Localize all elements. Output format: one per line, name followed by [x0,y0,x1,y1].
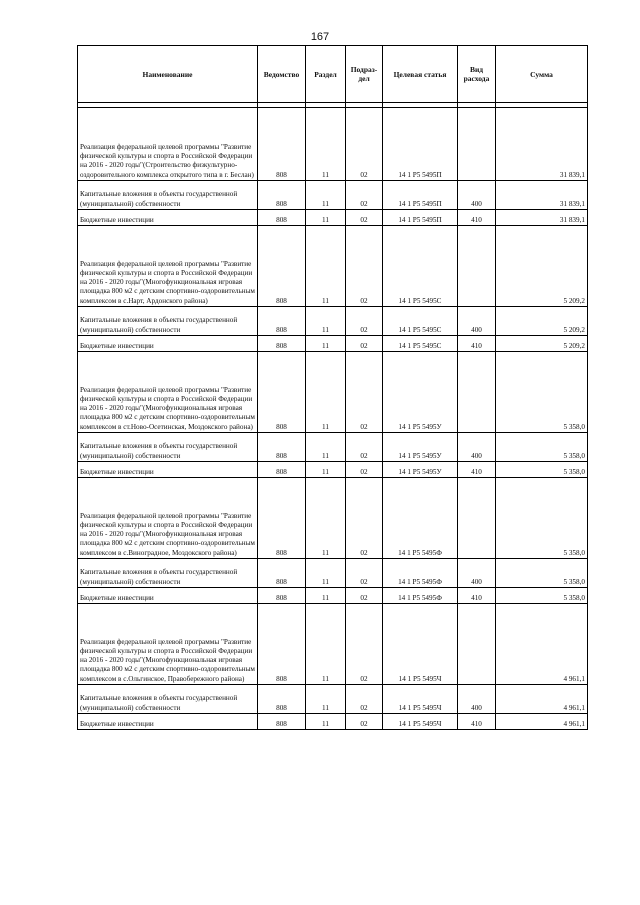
cell-sum: 5 209,2 [496,307,588,336]
table-row [78,226,588,307]
table-row [78,210,588,226]
cell-expense-type: 410 [458,336,496,352]
table-row [78,181,588,210]
header-subsection: Подраз- дел [346,46,383,103]
cell-subsection: 02 [346,714,383,730]
header-expense-type: Вид расхода [458,46,496,103]
cell-subsection: 02 [346,352,383,433]
cell-sum: 5 358,0 [496,559,588,588]
cell-target: 14 1 P5 5495Ф [383,478,458,559]
cell-name: Бюджетные инвестиции [78,210,258,226]
cell-subsection: 02 [346,210,383,226]
cell-subsection: 02 [346,336,383,352]
table-body [78,103,588,730]
cell-sum: 5 358,0 [496,478,588,559]
cell-section: 11 [306,181,346,210]
cell-subsection: 02 [346,108,383,181]
cell-section: 11 [306,433,346,462]
cell-target: 14 1 P5 5495Ч [383,604,458,685]
cell-target: 14 1 P5 5495П [383,210,458,226]
cell-section: 11 [306,559,346,588]
cell-section: 11 [306,307,346,336]
table-row [78,714,588,730]
cell-sum: 5 358,0 [496,433,588,462]
cell-expense-type: 400 [458,307,496,336]
cell-target: 14 1 P5 5495Ф [383,559,458,588]
cell-target: 14 1 P5 5495Ч [383,685,458,714]
cell-section: 11 [306,685,346,714]
cell-sum: 5 358,0 [496,588,588,604]
cell-sum: 31 839,1 [496,108,588,181]
cell-target: 14 1 P5 5495П [383,108,458,181]
cell-target: 14 1 P5 5495Ф [383,588,458,604]
cell-subsection: 02 [346,226,383,307]
table-row [78,433,588,462]
cell-section: 11 [306,714,346,730]
cell-dept: 808 [258,108,306,181]
cell-sum: 4 961,1 [496,714,588,730]
table-row [78,352,588,433]
cell-name: Капитальные вложения в объекты государственной (муниципальной) собственности [78,685,258,714]
header-target: Целевая статья [383,46,458,103]
cell-name: Реализация федеральной целевой программы "Развитие физической культуры и спорта в Российской Федерации на 2016 - 2020 годы"(Строительство физкультурно-оздоровительного комплекса открытого типа в г. Беслан) [78,108,258,181]
cell-expense-type: 410 [458,462,496,478]
cell-subsection: 02 [346,604,383,685]
cell-name: Реализация федеральной целевой программы "Развитие физической культуры и спорта в Российской Федерации на 2016 - 2020 годы"(Многофункциональная игровая площадка 800 м2 с детским спортивно-оздоровительным комплексом в ст.Ново-Осетинская, Моздокского района) [78,352,258,433]
cell-name: Бюджетные инвестиции [78,588,258,604]
cell-name: Реализация федеральной целевой программы "Развитие физической культуры и спорта в Российской Федерации на 2016 - 2020 годы"(Многофункциональная игровая площадка 800 м2 с детским спортивно-оздоровительным комплексом в с.Виноградное, Моздокского района) [78,478,258,559]
cell-sum: 5 358,0 [496,462,588,478]
cell-dept: 808 [258,588,306,604]
cell-dept: 808 [258,307,306,336]
cell-sum: 4 961,1 [496,604,588,685]
cell-subsection: 02 [346,433,383,462]
cell-expense-type: 400 [458,559,496,588]
cell-target: 14 1 P5 5495С [383,307,458,336]
table-header-row [78,46,588,103]
cell-expense-type: 410 [458,714,496,730]
cell-name: Реализация федеральной целевой программы "Развитие физической культуры и спорта в Российской Федерации на 2016 - 2020 годы"(Многофункциональная игровая площадка 800 м2 с детским спортивно-оздоровительным комплексом в с.Нарт, Ардонского района) [78,226,258,307]
cell-expense-type [458,604,496,685]
cell-expense-type [458,226,496,307]
cell-name: Капитальные вложения в объекты государственной (муниципальной) собственности [78,307,258,336]
cell-dept: 808 [258,604,306,685]
cell-sum: 5 358,0 [496,352,588,433]
cell-dept: 808 [258,714,306,730]
cell-section: 11 [306,226,346,307]
table-row [78,685,588,714]
cell-dept: 808 [258,685,306,714]
cell-expense-type [458,478,496,559]
cell-section: 11 [306,604,346,685]
table-row [78,604,588,685]
cell-subsection: 02 [346,478,383,559]
cell-subsection: 02 [346,181,383,210]
cell-section: 11 [306,588,346,604]
cell-sum: 4 961,1 [496,685,588,714]
cell-expense-type: 410 [458,210,496,226]
cell-section: 11 [306,336,346,352]
cell-dept: 808 [258,478,306,559]
cell-sum: 31 839,1 [496,210,588,226]
cell-sum: 5 209,2 [496,226,588,307]
cell-subsection: 02 [346,559,383,588]
cell-target: 14 1 P5 5495Ч [383,714,458,730]
cell-subsection: 02 [346,588,383,604]
cell-target: 14 1 P5 5495С [383,226,458,307]
cell-expense-type [458,352,496,433]
cell-subsection: 02 [346,462,383,478]
cell-sum: 31 839,1 [496,181,588,210]
cell-target: 14 1 P5 5495У [383,433,458,462]
cell-expense-type: 400 [458,181,496,210]
cell-section: 11 [306,108,346,181]
cell-dept: 808 [258,210,306,226]
cell-expense-type [458,108,496,181]
table-row [78,478,588,559]
page-number: 167 [310,31,330,43]
table-row [78,108,588,181]
cell-name: Бюджетные инвестиции [78,714,258,730]
cell-dept: 808 [258,352,306,433]
cell-section: 11 [306,210,346,226]
table-row [78,462,588,478]
cell-section: 11 [306,462,346,478]
cell-subsection: 02 [346,307,383,336]
cell-target: 14 1 P5 5495С [383,336,458,352]
cell-name: Капитальные вложения в объекты государственной (муниципальной) собственности [78,181,258,210]
cell-subsection: 02 [346,685,383,714]
cell-dept: 808 [258,226,306,307]
cell-target: 14 1 P5 5495У [383,352,458,433]
cell-expense-type: 410 [458,588,496,604]
cell-expense-type: 400 [458,433,496,462]
cell-expense-type: 400 [458,685,496,714]
budget-table [77,45,588,730]
cell-dept: 808 [258,181,306,210]
cell-name: Капитальные вложения в объекты государственной (муниципальной) собственности [78,433,258,462]
header-dept: Ведомство [258,46,306,103]
table-row [78,588,588,604]
cell-section: 11 [306,352,346,433]
header-sum: Сумма [496,46,588,103]
cell-sum: 5 209,2 [496,336,588,352]
cell-dept: 808 [258,462,306,478]
cell-name: Реализация федеральной целевой программы "Развитие физической культуры и спорта в Российской Федерации на 2016 - 2020 годы"(Многофункциональная игровая площадка 800 м2 с детским спортивно-оздоровительным комплексом в с.Ольгинское, Правобережного района) [78,604,258,685]
cell-name: Бюджетные инвестиции [78,336,258,352]
cell-dept: 808 [258,336,306,352]
cell-name: Бюджетные инвестиции [78,462,258,478]
cell-name: Капитальные вложения в объекты государственной (муниципальной) собственности [78,559,258,588]
cell-section: 11 [306,478,346,559]
table-row [78,307,588,336]
header-section: Раздел [306,46,346,103]
cell-dept: 808 [258,433,306,462]
header-name: Наименование [78,46,258,103]
cell-dept: 808 [258,559,306,588]
cell-target: 14 1 P5 5495У [383,462,458,478]
cell-target: 14 1 P5 5495П [383,181,458,210]
table-row [78,559,588,588]
table-row [78,336,588,352]
